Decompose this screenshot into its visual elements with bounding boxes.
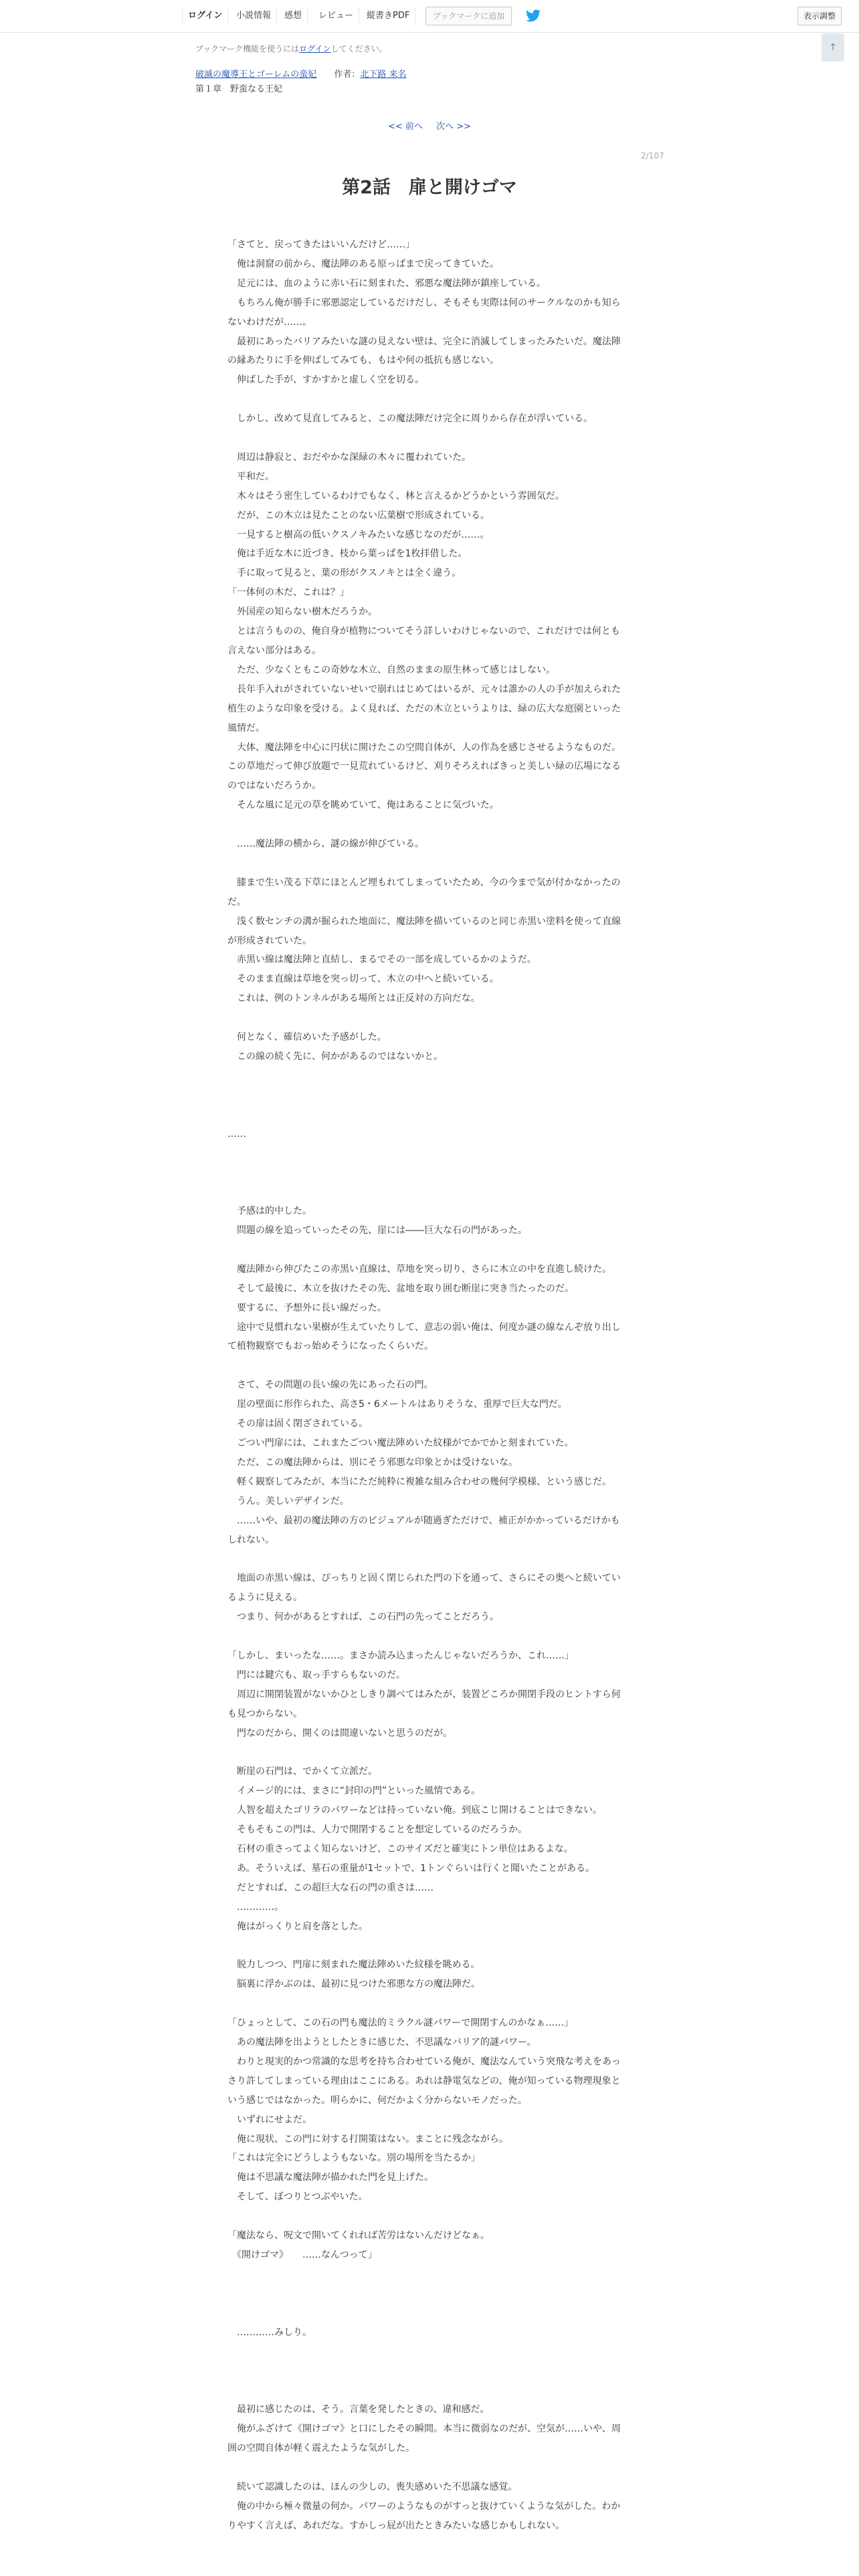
bookmark-note-login-link[interactable]: ログイン bbox=[299, 44, 331, 53]
bookmark-note-text-after: してください。 bbox=[330, 44, 387, 53]
novel-paragraph: あの魔法陣を出ようとしたときに感じた、不思議なバリア的謎パワー。 bbox=[227, 2037, 537, 2048]
novel-paragraph: そもそもこの門は、人力で開閉することを想定しているのだろうか。 bbox=[227, 1824, 527, 1836]
novel-paragraph: 《開けゴマ》 ……なんつって」 bbox=[227, 2249, 377, 2260]
blank-line bbox=[227, 1008, 626, 1028]
blank-line bbox=[227, 1241, 626, 1260]
episode-title: 第2話 扉と開けゴマ bbox=[342, 177, 517, 198]
blank-line bbox=[227, 1105, 626, 1125]
novel-paragraph: 足元には、血のように赤い石に刻まれた、邪悪な魔法陣が鎮座している。 bbox=[227, 278, 546, 289]
novel-paragraph: ごつい門扉には、これまたごつい魔法陣めいた紋様がでかでかと刻まれていた。 bbox=[227, 1437, 574, 1448]
bookmark-login-note bbox=[195, 43, 387, 54]
novel-paragraph: 軽く観察してみたが、本当にただ純粋に複雑な組み合わせの幾何学模様、という感じだ。 bbox=[227, 1476, 611, 1487]
novel-paragraph: 俺の中から極々微量の何か。パワーのようなものがすっと抜けていくような気がした。わかりやすく言えば、あれだな。すかしっ屁が出たときみたいな感じかもしれない。 bbox=[227, 2500, 621, 2531]
novel-paragraph: 人智を超えたゴリラのパワーなどは持っていない俺。到底こじ開けることはできない。 bbox=[227, 1805, 602, 1816]
novel-paragraph: 手に取って見ると、葉の形がクスノキとは全く違う。 bbox=[227, 568, 462, 579]
novel-body bbox=[227, 235, 626, 2535]
novel-paragraph: ……魔法陣の横から、謎の線が伸びている。 bbox=[227, 839, 424, 850]
novel-paragraph: 「これは完全にどうしようもないな。別の場所を当たるか」 bbox=[227, 2153, 480, 2164]
blank-line bbox=[227, 429, 626, 448]
blank-line bbox=[227, 1356, 626, 1376]
novel-paragraph: 膝まで生い茂る下草にほとんど埋もれてしまっていたため、今の今まで気が付かなかったのだ。 bbox=[227, 877, 621, 907]
novel-paragraph: …… bbox=[227, 1128, 246, 1140]
novel-paragraph: だとすれば、この超巨大な石の門の重さは…… bbox=[227, 1882, 434, 1893]
display-settings-button[interactable]: 表示調整 bbox=[797, 7, 842, 25]
next-episode-link[interactable]: 次へ >> bbox=[436, 122, 471, 132]
novel-paragraph: あ。そういえば、墓石の重量が1セットで、1トンぐらいは行くと聞いたことがある。 bbox=[227, 1862, 595, 1874]
novel-paragraph: 何となく、確信めいた予感がした。 bbox=[227, 1032, 387, 1043]
novel-paragraph: ……いや、最初の魔法陣の方のビジュアルが随過ぎただけで、補正がかかっているだけかもしれない。 bbox=[227, 1515, 620, 1545]
blank-line bbox=[227, 1182, 626, 1202]
novel-paragraph: 俺はがっくりと肩を落とした。 bbox=[227, 1921, 368, 1932]
novel-paragraph: とは言うものの、俺自身が植物についてそう詳しいわけじゃないので、これだけでは何とも言えない部分はある。 bbox=[227, 626, 620, 656]
novel-paragraph: 最初にあったバリアみたいな謎の見えない壁は、完全に消滅してしまったみたいだ。魔法陣の縁あたりに手を伸ばしてみても、もはや何の抵抗も感じない。 bbox=[227, 336, 621, 366]
blank-line bbox=[227, 1549, 626, 1569]
blank-line bbox=[227, 1163, 626, 1182]
novel-paragraph: 俺に現状、この門に対する打開策はない。まことに残念ながら。 bbox=[227, 2133, 508, 2145]
novel-paragraph: もちろん俺が勝手に邪悪認定しているだけだし、そもそも実際は何のサークルなのかも知らないわけだが……。 bbox=[227, 297, 621, 328]
novel-paragraph: ただ、この魔法陣からは、別にそう邪悪な印象とかは受けないな。 bbox=[227, 1457, 518, 1468]
blank-line bbox=[227, 1743, 626, 1762]
novel-paragraph: イメージ的には、まさに“封印の門”といった風情である。 bbox=[227, 1786, 481, 1797]
author-label: 作者： bbox=[334, 70, 361, 80]
chapter-title: 第１章 野蛮なる王妃 bbox=[195, 84, 283, 94]
novel-paragraph: そして、ぼつりとつぶやいた。 bbox=[227, 2191, 368, 2203]
novel-paragraph: そのまま直線は草地を突っ切って、木立の中へと続いている。 bbox=[227, 974, 499, 985]
novel-paragraph: 魔法陣から伸びたこの赤黒い直線は、草地を突っ切り、さらに木立の中を直進し続けた。 bbox=[227, 1263, 611, 1275]
novel-paragraph: 途中で見慣れない果樹が生えていたりして、意志の弱い俺は、何度か謎の線なんぞ放り出して植物観察でもおっ始めそうになったくらいだ。 bbox=[227, 1321, 621, 1352]
novel-paragraph: うん。美しいデザインだ。 bbox=[227, 1495, 349, 1507]
novel-paragraph: 俺は手近な木に近づき、枝から葉っぱを1枚拝借した。 bbox=[227, 548, 468, 560]
blank-line bbox=[227, 1086, 626, 1105]
novel-paragraph: 俺がふざけて《開けゴマ》と口にしたその瞬間。本当に微弱なのだが、空気が……いや、周囲の空間自体が軽く震えたような気がした。 bbox=[227, 2424, 621, 2454]
prev-episode-link[interactable]: << 前へ bbox=[388, 122, 423, 132]
novel-paragraph: 脱力しつつ、門扉に刻まれた魔法陣めいた紋様を眺める。 bbox=[227, 1959, 480, 1971]
blank-line bbox=[227, 2458, 626, 2478]
novel-paragraph: 断崖の石門は、でかくて立派だ。 bbox=[227, 1766, 377, 1778]
nav-login-link[interactable]: ログイン bbox=[182, 7, 228, 25]
novel-paragraph: ただ、少なくともこの奇妙な木立、自然のままの原生林って感じはしない。 bbox=[227, 664, 555, 675]
blank-line bbox=[227, 1627, 626, 1646]
novel-paragraph: 外国産の知らない樹木だろうか。 bbox=[227, 607, 377, 618]
novel-paragraph: 崖の壁面に形作られた、高さ5・6メートルはありそうな、重厚で巨大な門だ。 bbox=[227, 1399, 567, 1410]
blank-line bbox=[227, 390, 626, 409]
add-bookmark-button[interactable]: ブックマークに追加 bbox=[425, 7, 512, 25]
episode-pager bbox=[0, 119, 859, 132]
novel-paragraph: その扉は固く閉ざされている。 bbox=[227, 1418, 368, 1430]
blank-line bbox=[227, 2304, 626, 2323]
blank-line bbox=[227, 2207, 626, 2226]
novel-paragraph: この線の続く先に、何かがあるのではないかと。 bbox=[227, 1051, 443, 1062]
nav-vertical-pdf-link[interactable]: 縦書きPDF bbox=[361, 7, 415, 25]
scroll-to-top-button[interactable]: ↑ bbox=[822, 33, 844, 62]
novel-paragraph: 地面の赤黒い線は、ぴっちりと固く閉じられた門の下を通って、さらにその奥へと続いているように見える。 bbox=[227, 1573, 621, 1604]
novel-paragraph: これは、例のトンネルがある場所とは正反対の方向だな。 bbox=[227, 993, 480, 1004]
novel-paragraph: 門には鍵穴も、取っ手すらもないのだ。 bbox=[227, 1669, 405, 1681]
novel-paragraph: 木々はそう密生しているわけでもなく、林と言えるかどうかという雰囲気だ。 bbox=[227, 490, 565, 502]
page-counter: 2/107 bbox=[641, 151, 664, 160]
novel-paragraph: 続いて認識したのは、ほんの少しの、喪失感めいた不思議な感覚。 bbox=[227, 2481, 518, 2492]
novel-paragraph: 最初に感じたのは、そう。言葉を発したときの、違和感だ。 bbox=[227, 2404, 490, 2416]
nav-novel-info-link[interactable]: 小説情報 bbox=[231, 7, 277, 25]
novel-paragraph: 脳裏に浮かぶのは、最初に見つけた邪悪な方の魔法陣だ。 bbox=[227, 1979, 480, 1990]
novel-paragraph: 門なのだから、開くのは間違いないと思うのだが。 bbox=[227, 1727, 452, 1739]
novel-paragraph: …………。 bbox=[227, 1901, 284, 1913]
bookmark-note-text: ブックマーク機能を使うには bbox=[195, 44, 300, 53]
novel-paragraph: 大体、魔法陣を中心に円状に開けたこの空間自体が、人の作為を感じさせるようなものだ。この草地だって伸び放題で一見荒れているけど、刈りそろえればきっと美しい緑の広場になるのではないだろうか。 bbox=[227, 742, 621, 792]
series-title-link[interactable]: 破滅の魔導王とゴーレムの蛮妃 bbox=[195, 70, 317, 80]
novel-paragraph: いずれにせよだ。 bbox=[227, 2114, 312, 2125]
blank-line bbox=[227, 2361, 626, 2381]
novel-paragraph: 予感は的中した。 bbox=[227, 1206, 312, 1217]
novel-paragraph: 赤黒い線は魔法陣と直結し、まるでその一部を成しているかのようだ。 bbox=[227, 954, 537, 966]
novel-paragraph: しかし、改めて見直してみると、この魔法陣だけ完全に周りから存在が浮いている。 bbox=[227, 413, 593, 425]
nav-impressions-link[interactable]: 感想 bbox=[279, 7, 308, 25]
blank-line bbox=[227, 1937, 626, 1956]
blank-line bbox=[227, 2342, 626, 2361]
novel-paragraph: 周辺に開閉装置がないかひとしきり調べてはみたが、装置どころか開閉手段のヒントすら何も見つからない。 bbox=[227, 1689, 621, 1719]
blank-line bbox=[227, 2265, 626, 2284]
novel-paragraph: 「しかし、まいったな……。まさか読み込まったんじゃないだろうか、これ……」 bbox=[227, 1650, 574, 1661]
novel-paragraph: 浅く数センチの溝が掘られた地面に、魔法陣を描いているのと同じ赤黒い塗料を使って直線が形成されていた。 bbox=[227, 916, 621, 946]
novel-paragraph: 俺は不思議な魔法陣が描かれた門を見上げた。 bbox=[227, 2172, 434, 2183]
novel-paragraph: 周辺は静寂と、おだやかな深緑の木々に覆われていた。 bbox=[227, 451, 471, 463]
blank-line bbox=[227, 854, 626, 873]
novel-paragraph: そんな風に足元の草を眺めていて、俺はあることに気づいた。 bbox=[227, 800, 499, 811]
author-name-link[interactable]: 北下路 来名 bbox=[360, 70, 407, 80]
novel-paragraph: そして最後に、木立を抜けたその先、盆地を取り囲む断崖に突き当たったのだ。 bbox=[227, 1283, 574, 1294]
series-info bbox=[195, 67, 407, 80]
novel-paragraph: 「ひょっとして、この石の門も魔法的ミラクル謎パワーで開閉すんのかなぁ……」 bbox=[227, 2018, 574, 2029]
novel-paragraph: 「一体何の木だ、これは？」 bbox=[227, 587, 349, 599]
novel-paragraph: だが、この木立は見たことのない広葉樹で形成されている。 bbox=[227, 510, 490, 521]
novel-paragraph: 俺は洞窟の前から、魔法陣のある原っぱまで戻ってきていた。 bbox=[227, 258, 499, 270]
twitter-bird-icon[interactable] bbox=[524, 8, 542, 24]
novel-paragraph: さて、その問題の長い線の先にあった石の門。 bbox=[227, 1380, 434, 1391]
blank-line bbox=[227, 1067, 626, 1086]
novel-paragraph: 「魔法なら、呪文で開いてくれれば苦労はないんだけどなぁ。 bbox=[227, 2230, 490, 2242]
novel-paragraph: 石材の重さってよく知らないけど、このサイズだと確実にトン単位はあるよな。 bbox=[227, 1843, 573, 1854]
blank-line bbox=[227, 2381, 626, 2400]
blank-line bbox=[227, 2284, 626, 2304]
blank-line bbox=[227, 815, 626, 835]
novel-paragraph: 要するに、予想外に長い線だった。 bbox=[227, 1302, 387, 1313]
blank-line bbox=[227, 1144, 626, 1163]
novel-paragraph: 伸ばした手が、すかすかと虚しく空を切る。 bbox=[227, 374, 424, 386]
blank-line bbox=[227, 1994, 626, 2014]
novel-paragraph: わりと現実的かつ常識的な思考を持ち合わせている俺が、魔法なんていう突飛な考えをあっさり許してしまっている理由はここにある。あれは静電気などの、俺が知っている物理現象という感じではなかった。明らかに、何だかよく分からないモノだった。 bbox=[227, 2056, 621, 2106]
novel-paragraph: 一見すると樹高の低いクスノキみたいな感じなのだが……。 bbox=[227, 529, 490, 540]
novel-paragraph: 「さてと、戻ってきたはいいんだけど……」 bbox=[227, 239, 415, 250]
top-navbar bbox=[0, 0, 859, 33]
novel-paragraph: 長年手入れがされていないせいで崩れはじめてはいるが、元々は誰かの人の手が加えられた植生のような印象を受ける。よく見れば、ただの木立というよりは、緑の広大な庭園といった風情だ。 bbox=[227, 683, 621, 734]
novel-paragraph: 平和だ。 bbox=[227, 471, 274, 482]
novel-paragraph: …………みしり。 bbox=[227, 2327, 312, 2338]
novel-paragraph: つまり、何かがあるとすれば、この石門の先ってことだろう。 bbox=[227, 1612, 499, 1623]
nav-review-link[interactable]: レビュー bbox=[313, 7, 359, 25]
novel-paragraph: 問題の線を追っていったその先、崖には――巨大な石の門があった。 bbox=[227, 1225, 527, 1237]
